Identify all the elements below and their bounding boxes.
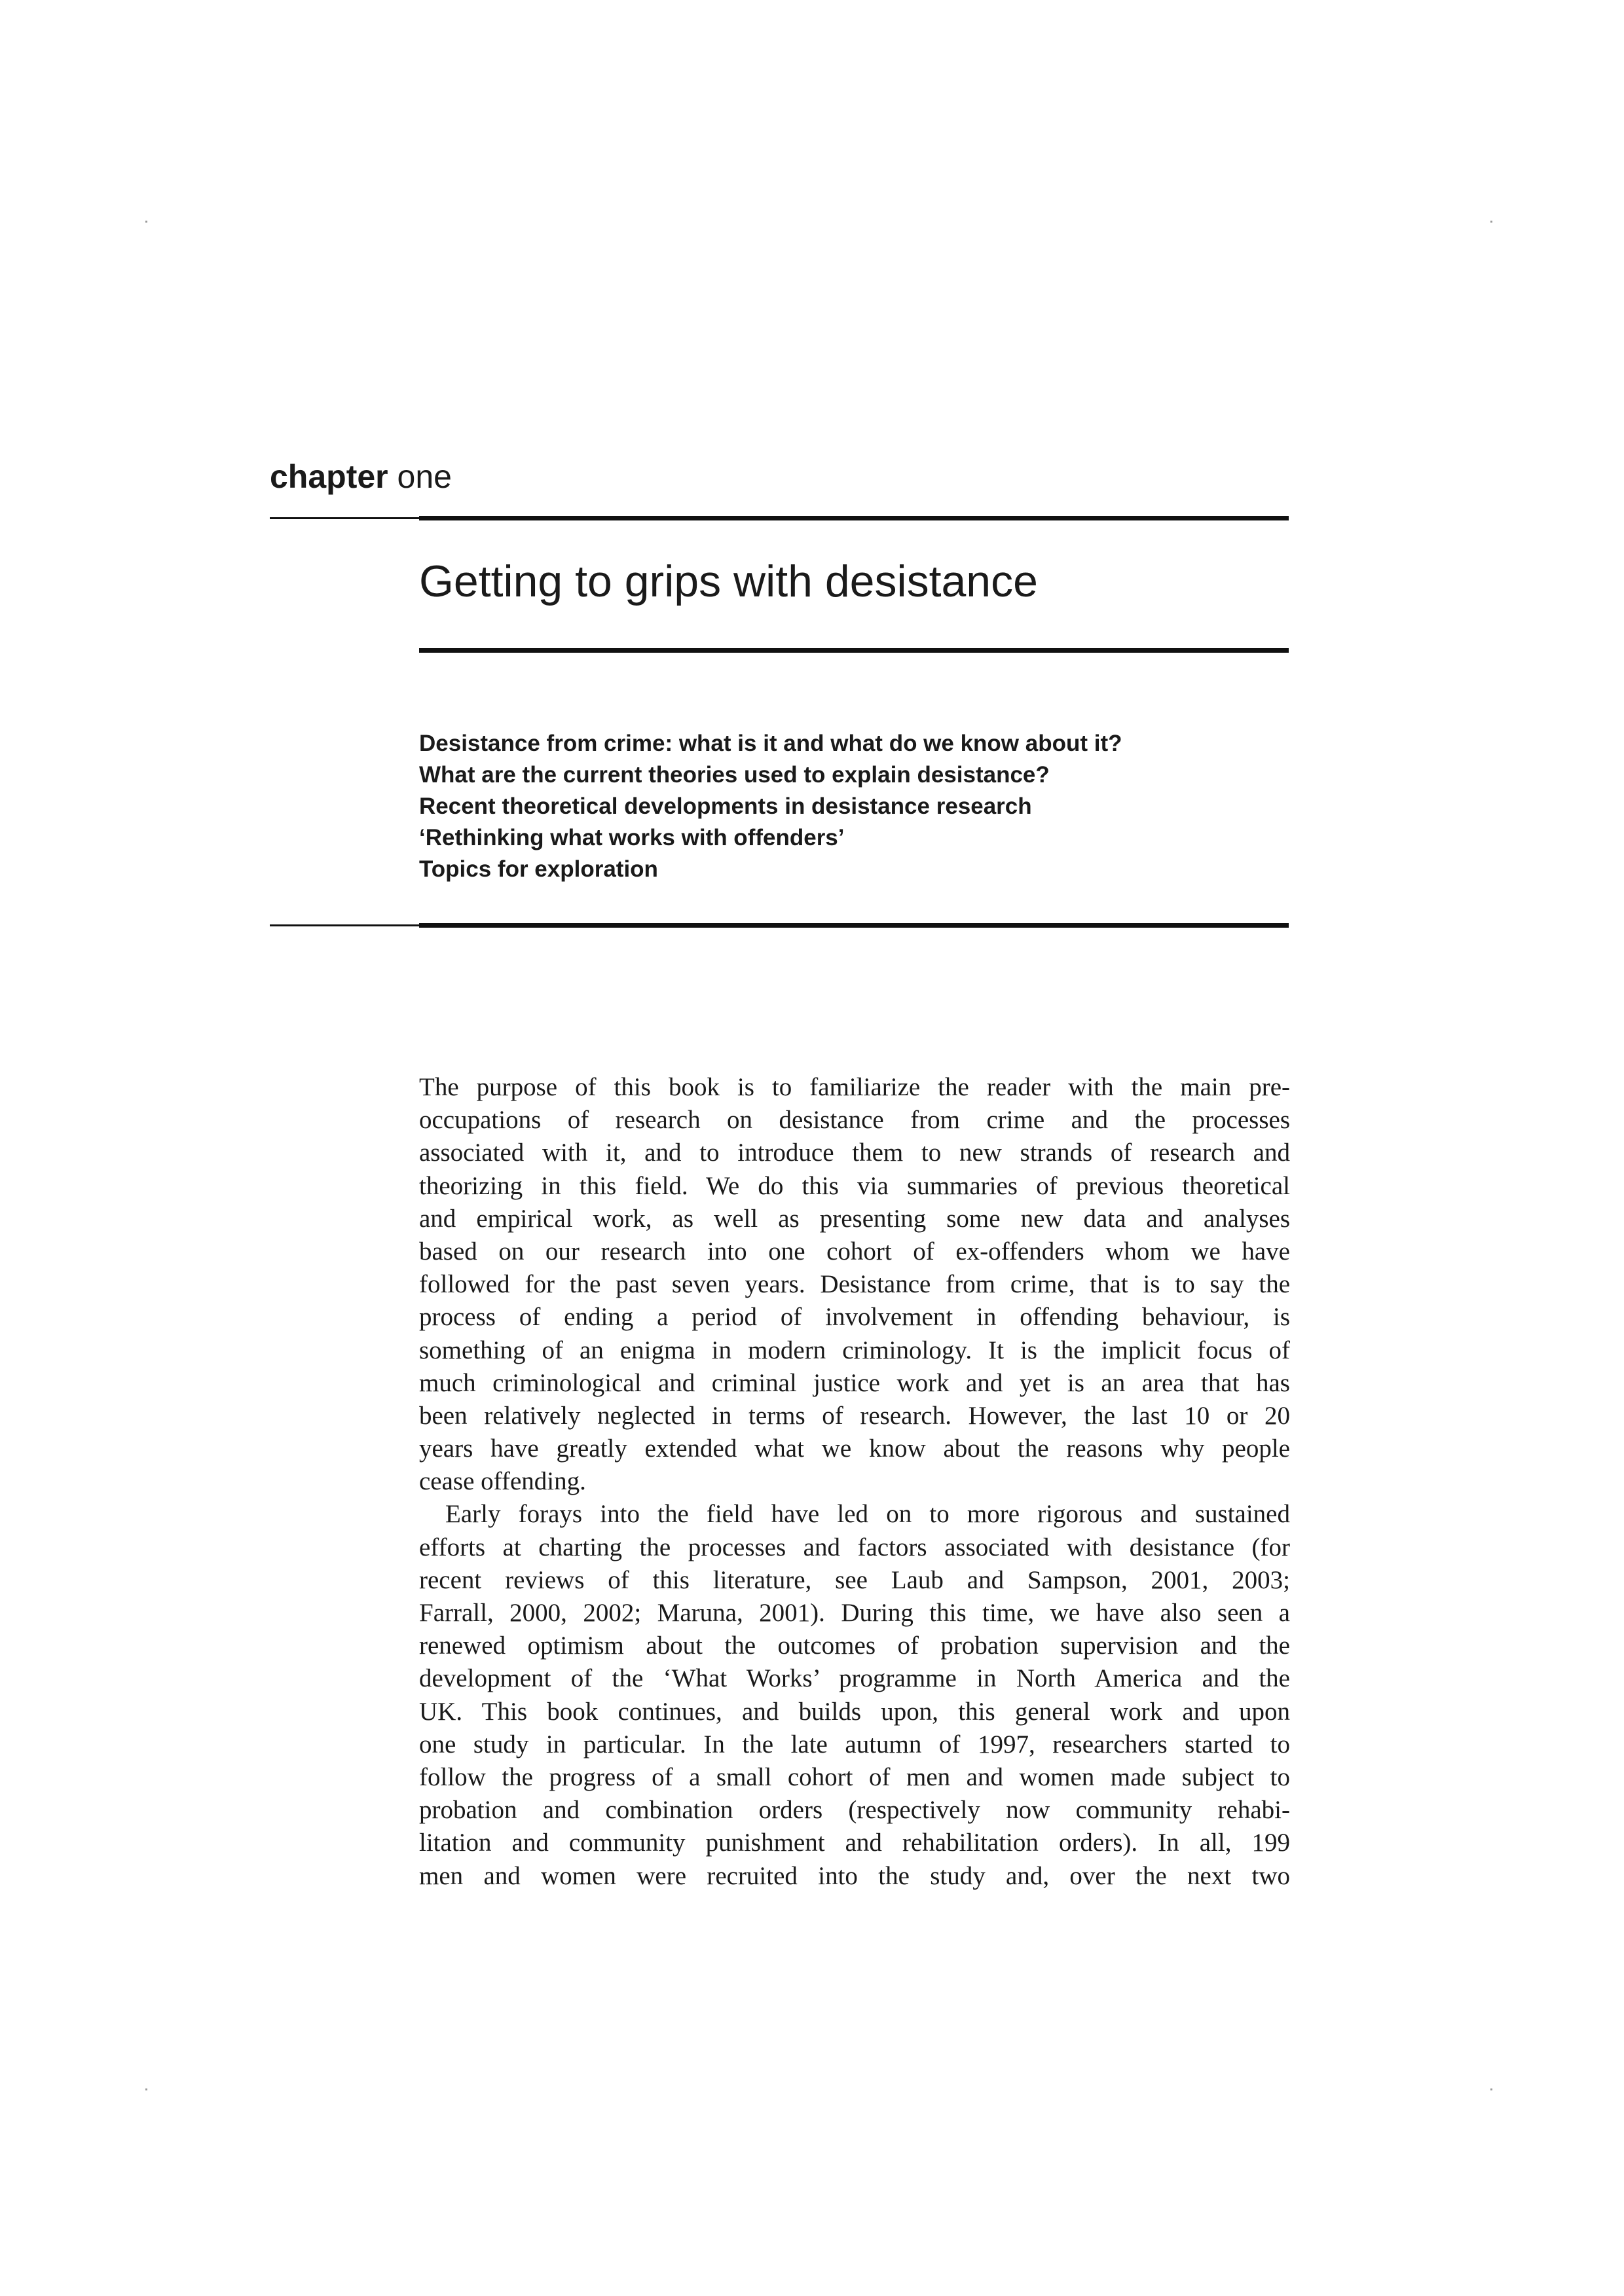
text-line: something of an enigma in modern criminology. It is the implicit focus of bbox=[419, 1336, 1290, 1364]
text-line: process of ending a period of involvement in offending behaviour, is bbox=[419, 1303, 1290, 1332]
chapter-label bbox=[270, 457, 452, 496]
text-line: Farrall, 2000, 2002; Maruna, 2001). During this time, we have also seen a bbox=[419, 1599, 1290, 1627]
text-line: and empirical work, as well as presenting some new data and analyses bbox=[419, 1204, 1290, 1233]
chapter-contents bbox=[419, 728, 1283, 885]
text-line: renewed optimism about the outcomes of probation supervision and the bbox=[419, 1631, 1290, 1660]
text-line: theorizing in this field. We do this via summaries of previous theoretical bbox=[419, 1171, 1290, 1200]
contents-item: Desistance from crime: what is it and what do we know about it? bbox=[419, 731, 1122, 756]
text-line: Early forays into the field have led on to more rigorous and sustained bbox=[445, 1500, 1290, 1529]
text-line: men and women were recruited into the study and, over the next two bbox=[419, 1861, 1290, 1890]
paragraph-1 bbox=[419, 1071, 1290, 1498]
contents-item: Recent theoretical developments in desistance research bbox=[419, 793, 1032, 819]
text-line: followed for the past seven years. Desistance from crime, that is to say the bbox=[419, 1270, 1290, 1299]
chapter-rule-thin bbox=[270, 517, 419, 519]
text-line: one study in particular. In the late autumn of 1997, researchers started to bbox=[419, 1730, 1290, 1758]
crop-mark-bottom-left bbox=[145, 2088, 147, 2090]
text-line: years have greatly extended what we know about the reasons why people bbox=[419, 1434, 1290, 1463]
contents-item: ‘Rethinking what works with offenders’ bbox=[419, 825, 845, 850]
text-line: probation and combination orders (respectively now community rehabi- bbox=[419, 1796, 1290, 1825]
text-line: cease offending. bbox=[419, 1467, 586, 1496]
text-line: follow the progress of a small cohort of men and women made subject to bbox=[419, 1762, 1290, 1791]
text-line: occupations of research on desistance from crime and the processes bbox=[419, 1106, 1290, 1135]
text-line: associated with it, and to introduce them to new strands of research and bbox=[419, 1139, 1290, 1167]
contents-item: What are the current theories used to explain desistance? bbox=[419, 762, 1050, 788]
paragraph-2 bbox=[419, 1498, 1290, 1892]
contents-rule-thin bbox=[270, 924, 419, 926]
text-line: recent reviews of this literature, see Laub and Sampson, 2001, 2003; bbox=[419, 1565, 1290, 1594]
chapter-title: Getting to grips with desistance bbox=[419, 556, 1038, 606]
chapter-keyword: chapter bbox=[270, 458, 388, 495]
title-rule bbox=[419, 648, 1289, 653]
contents-rule-thick bbox=[419, 923, 1289, 928]
text-line: development of the ‘What Works’ programme in North America and the bbox=[419, 1664, 1290, 1693]
text-line: The purpose of this book is to familiarize the reader with the main pre- bbox=[419, 1073, 1290, 1101]
body-text bbox=[419, 1071, 1290, 1893]
text-line: based on our research into one cohort of ex-offenders whom we have bbox=[419, 1237, 1290, 1266]
crop-mark-top-left bbox=[145, 221, 147, 223]
text-line: been relatively neglected in terms of research. However, the last 10 or 20 bbox=[419, 1401, 1290, 1430]
chapter-rule-thick bbox=[419, 516, 1289, 520]
text-line: efforts at charting the processes and factors associated with desistance (for bbox=[419, 1533, 1290, 1561]
text-line: much criminological and criminal justice work and yet is an area that has bbox=[419, 1368, 1290, 1397]
crop-mark-top-right bbox=[1490, 221, 1492, 223]
contents-item: Topics for exploration bbox=[419, 856, 658, 882]
text-line: UK. This book continues, and builds upon, this general work and upon bbox=[419, 1697, 1290, 1726]
chapter-number: one bbox=[397, 458, 452, 495]
crop-mark-bottom-right bbox=[1490, 2088, 1492, 2090]
text-line: litation and community punishment and rehabilitation orders). In all, 199 bbox=[419, 1829, 1290, 1857]
